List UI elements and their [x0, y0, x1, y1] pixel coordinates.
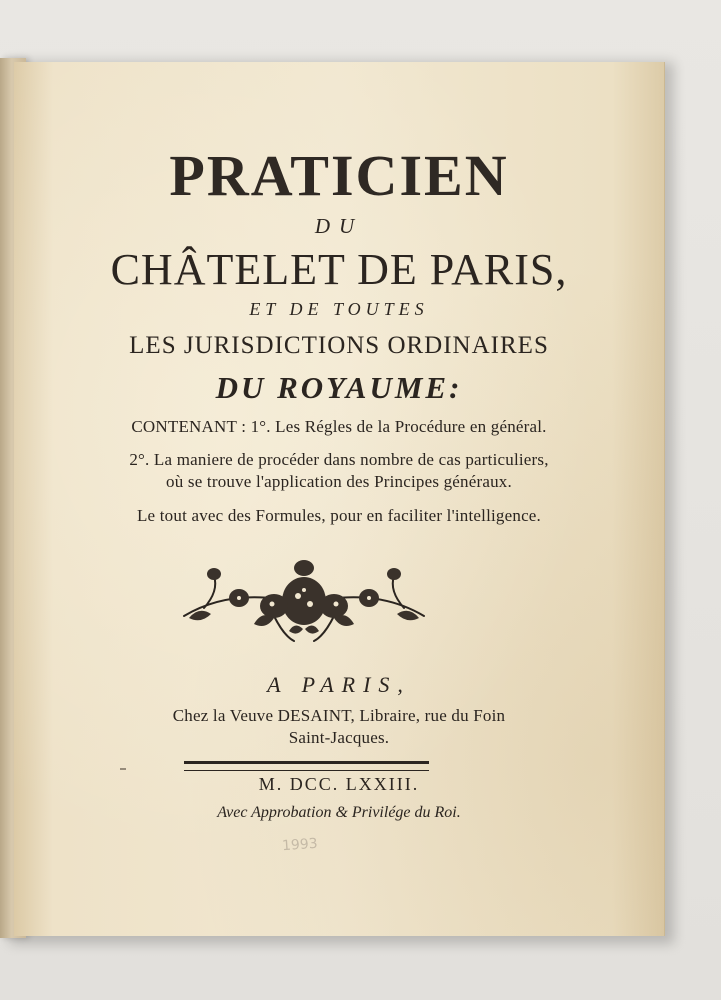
approbation-line: Avec Approbation & Privilége du Roi. [217, 804, 461, 821]
title-jurisdictions: LES JURISDICTIONS ORDINAIRES [129, 332, 549, 359]
title-chatelet-de-paris: CHÂTELET DE PARIS, [110, 245, 568, 294]
contents-line-2: 2°. La maniere de procéder dans nombre de cas particuliers, [129, 450, 549, 469]
double-rule-divider [184, 761, 429, 771]
publication-date: M. DCC. LXXIII. [258, 774, 420, 794]
ink-speck [120, 768, 126, 770]
imprint-city: A PARIS, [267, 672, 411, 697]
book-title: PRATICIEN [169, 143, 509, 208]
title-du-royaume: DU ROYAUME: [215, 370, 463, 405]
contents-line-1: CONTENANT : 1°. Les Régles de la Procédure en général. [131, 417, 547, 436]
title-et-de-toutes: ET DE TOUTES [249, 299, 429, 319]
contents-line-formules: Le tout avec des Formules, pour en faciliter l'intelligence. [136, 506, 542, 525]
pencil-annotation: 1993 [281, 835, 319, 855]
imprint-publisher-line-2: Saint-Jacques. [288, 728, 390, 747]
title-page [14, 62, 665, 936]
contents-line-3: où se trouve l'application des Principes généraux. [166, 472, 512, 491]
title-du: DU [314, 214, 364, 238]
floral-ornament-icon [174, 546, 434, 646]
imprint-publisher-line-1: Chez la Veuve DESAINT, Libraire, rue du Foin [172, 706, 506, 725]
